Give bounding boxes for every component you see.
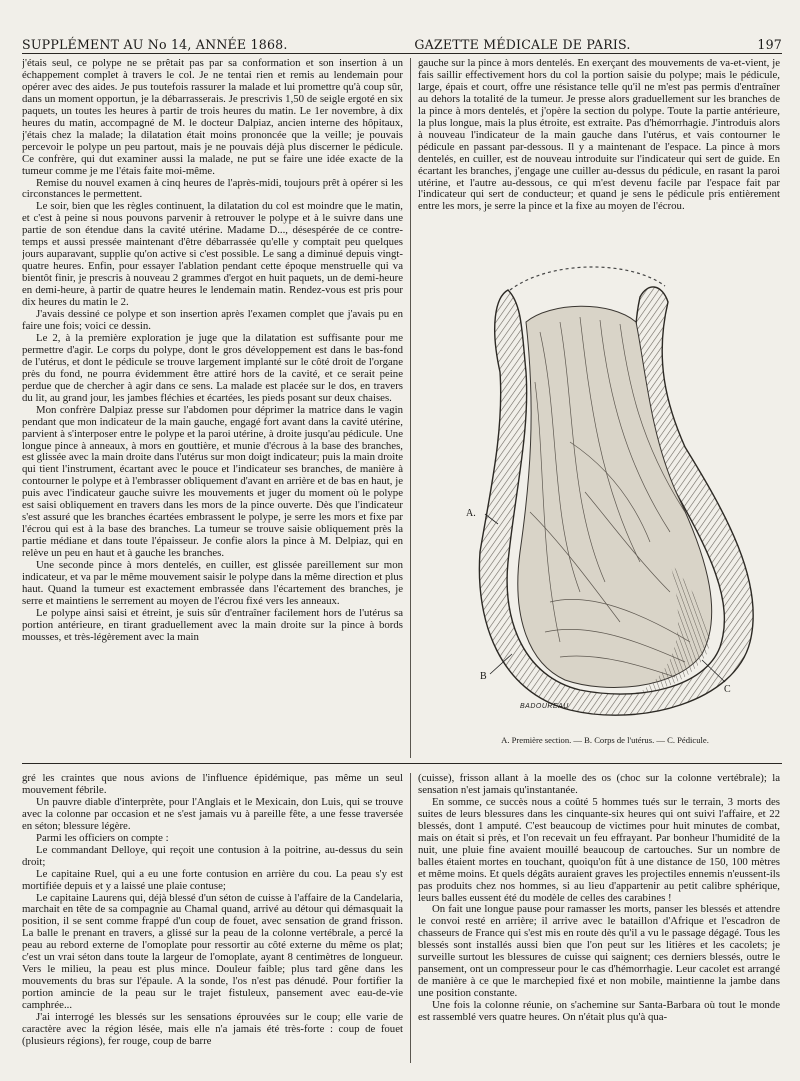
figure-label-a: A.: [466, 508, 476, 519]
page-header: [22, 26, 782, 52]
paragraph: Mon confrère Dalpiaz presse sur l'abdomen pour déprimer la matrice dans le vagin pendant que mon indicateur de la main gauche, engagé fort avant dans la cavité utérine, parvient à s'interposer entre le polype et la paroi utérine, à droite jusqu'au pédicule. Une longue pince à anneaux, à mors en gouttière, et munie d'écrous à la base des branches, est glissée avec la main droite dans l'utérus sur mon doigt indicateur; puis la main droite qui tient l'instrument, écartant avec le pouce et l'indicateur ses branches, de manière à contourner le polype et à l'embrasser obliquement d'avant en arrière et de bas en haut, je puis avec l'indicateur gauche suivre les mouvements et juger du moment où le polype est saisi obliquement en travers dans les mors de la pince ouverte. Dès que l'indicateur s'est assuré que les branches écartées embrassent le polype, je serre les mors et fixe par l'écrou qui est à la base des branches. La tumeur se trouve saisie obliquement près la partie médiane et dans toute l'épaisseur. Je confie alors la pince à M. Delpiaz, qui en relève un peu en haut et à gauche les branches.: [22, 403, 403, 560]
figure-caption: A. Première section. — B. Corps de l'utérus. — C. Pédicule.: [501, 735, 709, 745]
paragraph: J'avais dessiné ce polype et son insertion après l'examen complet que j'avais pu en faire une fois; voici ce dessin.: [22, 308, 403, 332]
paragraph: Une seconde pince à mors dentelés, en cuiller, est glissée pareillement sur mon indicateur, et va par le même mouvement saisir le polype dans la même direction et plus haut. Quand la tumeur est exactement embrassée dans l'écartement des branches, je serre et maintiens le serrement au moyen de l'écrou fixé vers les anneaux.: [22, 559, 403, 607]
paragraph: Une fois la colonne réunie, on s'achemine sur Santa-Barbara où tout le monde est rassemblé vers quatre heures. On n'était plus qu'à qua-: [418, 999, 780, 1024]
paragraph: Parmi les officiers on compte :: [36, 831, 169, 844]
article-column-bottom-right: [418, 773, 780, 1063]
paragraph: On fait une longue pause pour ramasser les morts, panser les blessés et attendre le convoi resté en arrière; il arrive avec le bataillon d'Afrique et l'escadron de chasseurs de France qui s'est mis en route dès qu'il a vu le passage dégagé. Tous les blessés sont installés aussi bien que l'on peut sur les litières et les cacolets; je surveille surtout les blessures de cuisse qui saignent; ces derniers blessés, outre le pansement, ont un compresseur pour le cas d'hémorrhagie. Leur cacolet est arrangé de manière à ce que le marchepied fixé et non mobile, maintienne la jambe dans une position constante.: [418, 903, 780, 1000]
paragraph: Le capitaine Laurens qui, déjà blessé d'un séton de cuisse à l'affaire de la Candelaria, marchait en tête de sa compagnie au Chamal quand, arrivé au détour qui démasquait la position, il se sent comme frappé d'un coup de fouet, avec sensation de grand frisson. La balle le prenant en travers, a glissé sur la peau de la colonne vertébrale, a percé la peau au rebord externe de l'omoplate pour ressortir au côté externe du même os plat; c'est un vrai séton dans toute la largeur de l'omoplate, ayant 8 centimètres de longueur. Vers le milieu, la peau est plus mince. Douleur faible; plus tard gêne dans les mouvements du bras sur l'épaule. A la sonde, l'os n'est pas dénudé. Pour fortifier la portion amincie de la peau sur le trajet fistuleux, pansement avec eau-de-vie camphrée...: [22, 891, 403, 1012]
column-divider: [410, 58, 411, 758]
engraving-drawing: [440, 262, 770, 737]
paragraph: gré les craintes que nous avions de l'influence épidémique, pas même un seul mouvement fébrile.: [22, 773, 403, 796]
article-column-bottom-left: [22, 773, 403, 1063]
paragraph: Remise du nouvel examen à cinq heures de l'après-midi, toujours prêt à opérer si les circonstances le permettent.: [22, 176, 403, 201]
paragraph: Le soir, bien que les règles continuent, la dilatation du col est moindre que le matin, et c'est à peine si nous pouvons parvenir à retrouver le polype et à le suivre dans une partie de son étendue dans la cavité utérine. Madame D..., désespérée de ce contre-temps et aussi pressée maintenant d'être débarrassée qu'elle y comptait peu quelques jours auparavant, supplie qu'on active si c'est possible. Le sang a diminué depuis vingt-quatre heures. Enfin, pour essayer l'ablation pendant cette époque menstruelle qui va bientôt finir, je prescris à nouveau 2 grammes d'ergot en huit paquets, un de demi-heure en demi-heure, à partir de quatre heures le lendemain matin. Rendez-vous est pris pour dix heures du matin le 2.: [22, 200, 403, 309]
header-supplement: SUPPLÉMENT AU No 14, ANNÉE 1868.: [22, 37, 288, 52]
section-rule: [22, 763, 782, 764]
column-divider-bottom: [410, 773, 411, 1063]
header-journal-title: GAZETTE MÉDICALE DE PARIS.: [414, 37, 631, 52]
paragraph: J'ai interrogé les blessés sur les sensations éprouvées sur le coup; elle varie de caractère avec la région lésée, mais elle n'a jamais été très-forte : coup de fouet (plusieurs régions), fer rouge, coup de barre: [22, 1011, 403, 1047]
paragraph: Le 2, à la première exploration je juge que la dilatation est suffisante pour me permettre d'agir. Le corps du polype, dont le gros développement est dans le bas-fond de l'utérus, et dont le pédicule se trouve largement implanté sur le côté droit de l'organe près du fond, ne pourra évidemment être attiré hors de la cavité, et ce serait peine perdue que de chercher à agir dans ce sens. La malade est placée sur le dos, en travers du lit, au grand jour, les jambes fléchies et écartées, les pieds posant sur deux chaises.: [22, 331, 403, 404]
engraver-signature: BADOUREAU: [520, 703, 569, 710]
paragraph: Un pauvre diable d'interprète, pour l'Anglais et le Mexicain, don Luis, qui se trouve avec la colonne par occasion et ne s'est jamais vu à pareille fête, a une fesse traversée en séton; blessure légère.: [22, 795, 403, 832]
paragraph: j'étais seul, ce polype ne se prêtait pas par sa conformation et son insertion à un échappement complet à travers le col. Je ne tentai rien et remis au lendemain pour opérer avec des aides. Je pus toutefois rassurer la malade et lui promettre qu'à coup sûr, dans un moment opportun, je la débarrasserais. Je prescrivis 1,50 de seigle ergoté en six paquets, un toutes les heures à partir de trois heures du matin. Le 1er novembre, à dix heures du matin, accompagné de M. le docteur Dalpiaz, ancien interne des hôpitaux, j'étais chez la malade; la dilatation était moins prononcée que la veille; je pouvais percevoir le polype un peu partout, mais je ne pouvais déjà plus discerner le pédicule. Ce confrère, qui dut examiner aussi la malade, ne put se faire une idée exacte de la tumeur comme je me l'étais faite moi-même.: [22, 58, 403, 177]
page-number: 197: [757, 37, 782, 52]
article-column-top-left: [22, 58, 403, 760]
figure-label-c: C: [724, 684, 731, 695]
figure-label-b: B: [480, 671, 487, 682]
paragraph: Le polype ainsi saisi et étreint, je suis sûr d'entraîner facilement hors de l'utérus sa portion antérieure, en tirant graduellement avec la main droite sur la pince à bords mousses, et très-légèrement avec la main: [22, 606, 403, 643]
cut-outline: [510, 267, 665, 290]
article-column-top-right: [418, 58, 780, 254]
paragraph: (cuisse), frisson allant à la moelle des os (choc sur la colonne vertébrale); la sensation n'est jamais qu'instantanée.: [418, 773, 780, 796]
paragraph: Le commandant Delloye, qui reçoit une contusion à la poitrine, au-dessus du sein droit;: [22, 843, 403, 868]
paragraph: gauche sur la pince à mors dentelés. En exerçant des mouvements de va-et-vient, je fais saillir effectivement hors du col la portion saisie du polype; mais le pédicule, large, épais et court, offre une résistance telle qu'il ne m'est pas permis d'entraîner au dehors la totalité de la tumeur. Je presse alors graduellement sur les branches de la pince à mors dentelés, et j'opère la section du polype. Toute la partie antérieure, la plus longue, mais la plus étroite, est extraite. Pas d'hémorrhagie. J'introduis alors à nouveau l'indicateur de la main gauche dans l'utérus, et vais contourner le pédicule en passant par-dessous. Il y a maintenant de l'espace. La pince à mors dentelés, en cuiller, est de nouveau introduite sur l'indicateur qui sert de guide. En écartant les branches, j'engage une cuiller au-dessus du pédicule, en rasant la paroi utérine, et l'autre au-dessous, ce qui m'est devenu facile par l'espace fait par l'indicateur qui sert de conducteur; et quand je sens le pédicule pris entièrement entre les mors, je serre la pince et la fixe au moyen de l'écrou.: [418, 58, 780, 213]
paragraph: Le capitaine Ruel, qui a eu une forte contusion en arrière du cou. La peau s'y est mortifiée depuis et y a laissé une plaie contuse;: [22, 867, 403, 892]
paragraph: En somme, ce succès nous a coûté 5 hommes tués sur le terrain, 3 morts des suites de leurs blessures dans les cinquante-six heures qui ont suivi l'affaire, et 22 blessés, dont 1 amputé. C'est beaucoup de victimes pour huit minutes de combat, mais on était si près, et l'on recevait un feu effrayant. Par bonheur l'humidité de la nuit, une pluie fine avaient mouillé beaucoup de cartouches. Sur un nombre de balles étaient mortes en touchant, quoiqu'on fût à une distance de 150, 100 mètres et même moins. Et quels dégâts auraient graves les projectiles ennemis n'eussent-ils pas produits chez nos hommes, si au lieu d'appartenir au petit calibre sphérique, leurs balles eussent été du modèle de celles des carabines !: [418, 795, 780, 904]
uterine-polyp-engraving: [440, 262, 770, 737]
header-rule: [22, 53, 782, 54]
